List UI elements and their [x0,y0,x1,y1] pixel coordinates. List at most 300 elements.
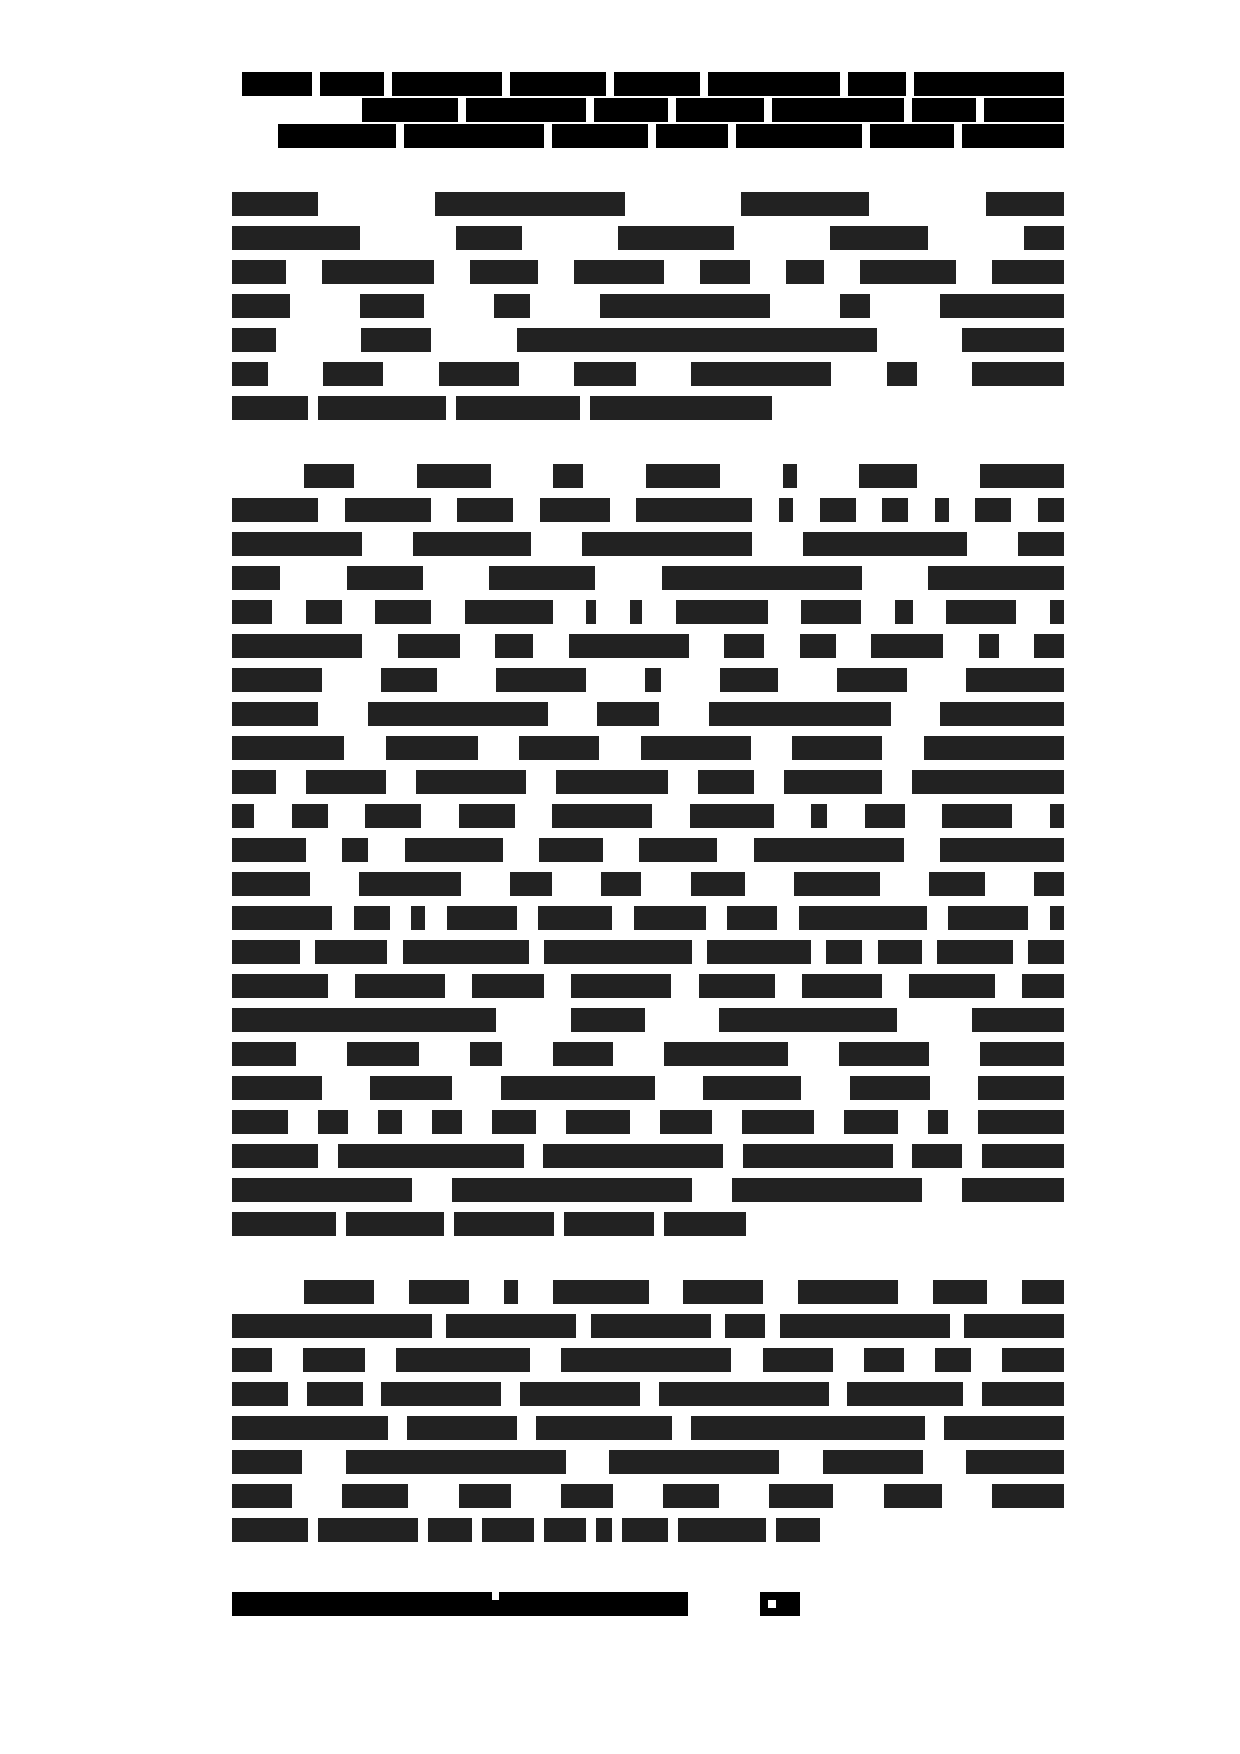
text-line [232,1042,1064,1076]
redacted-word [459,804,515,828]
redacted-word [232,1178,412,1202]
redacted-word [571,1008,645,1032]
redacted-word [622,1518,668,1542]
redacted-word [470,260,538,284]
redacted-word [820,498,856,522]
redacted-word [510,872,552,896]
text-line [232,1008,1064,1042]
text-line [232,532,1064,566]
redacted-word [392,72,502,96]
redacted-word [466,98,586,122]
redacted-word [496,668,586,692]
redacted-word [232,770,276,794]
redacted-word [779,498,793,522]
redacted-word [1034,872,1064,896]
redacted-word [569,634,689,658]
header-line [232,72,1064,98]
redacted-word [409,1280,469,1304]
redacted-word [727,906,777,930]
text-line [232,1348,1064,1382]
redacted-word [574,260,664,284]
text-line [232,192,1064,226]
redacted-word [940,702,1064,726]
redacted-word [962,1178,1064,1202]
text-line [232,1416,1064,1450]
text-line [232,872,1064,906]
redacted-word [470,1042,502,1066]
redacted-word [982,1144,1064,1168]
redacted-word [630,600,642,624]
redacted-word [306,600,342,624]
redacted-word [597,702,659,726]
redacted-word [495,634,533,658]
redacted-word [871,634,943,658]
redacted-word [803,532,967,556]
redacted-word [360,294,424,318]
redacted-word [840,294,870,318]
redacted-word [1022,974,1064,998]
redacted-word [940,838,1064,862]
redacted-word [320,72,384,96]
redacted-word [519,736,599,760]
redacted-word [940,294,1064,318]
redacted-word [446,1314,576,1338]
redacted-word [844,1110,898,1134]
redacted-word [318,396,446,420]
redacted-word [975,498,1011,522]
redacted-word [318,1110,348,1134]
redacted-word [564,1212,654,1236]
redacted-word [361,328,431,352]
redacted-word [780,1314,950,1338]
redacted-word [292,804,328,828]
redacted-word [355,974,445,998]
redacted-word [520,1382,640,1406]
redacted-word [345,498,431,522]
page-number [760,1592,800,1616]
redacted-word [381,1382,501,1406]
redacted-word [315,940,387,964]
redacted-word [830,226,928,250]
redacted-word [447,906,517,930]
text-line [232,668,1064,702]
text-line [232,1314,1064,1348]
redacted-word [699,974,775,998]
redacted-word [456,396,580,420]
running-header [232,72,1064,150]
redacted-word [928,1110,948,1134]
redacted-word [850,1076,930,1100]
redacted-word [590,396,772,420]
redacted-word [465,600,553,624]
redacted-word [935,498,949,522]
redacted-word [786,260,824,284]
redacted-word [741,192,869,216]
redacted-word [544,1518,586,1542]
redacted-word [232,906,332,930]
redacted-word [743,1144,893,1168]
text-line [232,1484,1064,1518]
text-line [232,906,1064,940]
redacted-word [232,1144,318,1168]
redacted-word [1028,940,1064,964]
redacted-word [232,804,254,828]
redacted-word [322,260,434,284]
redacted-word [742,1110,814,1134]
redacted-word [232,1416,388,1440]
text-line [232,804,1064,838]
redacted-word [318,1518,418,1542]
redacted-word [456,226,522,250]
redacted-word [754,838,904,862]
redacted-word [1002,1348,1064,1372]
redacted-word [539,838,603,862]
redacted-word [614,72,700,96]
redacted-word [232,1518,308,1542]
redacted-word [370,1076,452,1100]
header-line [232,98,1064,124]
redacted-word [719,1008,897,1032]
redacted-word [306,770,386,794]
redacted-word [386,736,478,760]
redacted-word [501,1076,655,1100]
redacted-word [417,464,491,488]
redacted-word [865,804,905,828]
redacted-word [540,498,610,522]
paragraph [232,464,1064,1246]
redacted-word [659,1382,829,1406]
text-line [232,634,1064,668]
redacted-word [232,498,318,522]
redacted-word [413,532,531,556]
redacted-word [948,906,1028,930]
redacted-word [784,770,882,794]
redacted-word [574,362,636,386]
redacted-word [980,464,1064,488]
page-number-glyph [768,1600,776,1608]
redacted-word [232,532,362,556]
redacted-word [1022,1280,1064,1304]
redacted-word [1024,226,1064,250]
redacted-word [769,1484,833,1508]
redacted-word [1018,532,1064,556]
redacted-word [454,1212,554,1236]
redacted-word [736,124,862,148]
redacted-word [870,124,954,148]
redacted-word [763,1348,833,1372]
redacted-word [232,940,300,964]
redacted-word [582,532,752,556]
redacted-word [662,566,862,590]
redacted-word [933,1280,987,1304]
text-line [232,702,1064,736]
redacted-word [586,600,596,624]
redacted-word [347,566,423,590]
redacted-word [972,1008,1064,1032]
redacted-word [398,634,460,658]
redacted-word [338,1144,524,1168]
redacted-word [811,804,827,828]
redacted-word [553,1280,649,1304]
redacted-word [544,940,692,964]
redacted-word [690,804,774,828]
redacted-word [776,1518,820,1542]
redacted-word [878,940,922,964]
redacted-word [232,294,290,318]
redacted-word [847,1382,963,1406]
redacted-word [912,98,976,122]
redacted-word [278,124,396,148]
text-line [232,498,1064,532]
redacted-word [232,1008,496,1032]
redacted-word [482,1518,534,1542]
redacted-word [556,770,668,794]
redacted-word [882,498,908,522]
redacted-word [691,362,831,386]
redacted-word [232,634,362,658]
text-line [232,1144,1064,1178]
redacted-word [884,1484,942,1508]
redacted-word [601,872,641,896]
redacted-word [962,124,1064,148]
text-line [232,396,1064,430]
redacted-word [232,1450,302,1474]
redacted-word [346,1450,566,1474]
text-line [232,736,1064,770]
redacted-word [794,872,880,896]
redacted-word [839,1042,929,1066]
text-line [232,770,1064,804]
redacted-word [636,498,752,522]
redacted-word [342,1484,408,1508]
text-line [232,1076,1064,1110]
redacted-word [232,260,286,284]
redacted-word [962,328,1064,352]
text-line [232,1518,1064,1552]
redacted-word [859,464,917,488]
redacted-word [837,668,907,692]
redacted-word [411,906,425,930]
redacted-word [691,872,745,896]
redacted-word [232,974,328,998]
redacted-word [232,1110,288,1134]
redacted-word [359,872,461,896]
redacted-word [232,362,268,386]
text-line [232,566,1064,600]
redacted-word [618,226,734,250]
redacted-word [792,736,882,760]
redacted-word [944,1416,1064,1440]
redacted-word [347,1042,419,1066]
redacted-word [1034,634,1064,658]
redacted-word [232,838,306,862]
text-line [232,838,1064,872]
redacted-word [494,294,530,318]
redacted-word [405,838,503,862]
redacted-word [645,668,661,692]
text-line [232,328,1064,362]
redacted-word [664,1042,788,1066]
redacted-word [1050,600,1064,624]
redacted-word [538,906,612,930]
redacted-word [1050,906,1064,930]
redacted-word [935,1348,971,1372]
redacted-word [800,634,836,658]
redacted-word [864,1348,904,1372]
redacted-word [683,1280,763,1304]
redacted-word [646,464,720,488]
redacted-word [708,72,840,96]
redacted-word [304,464,354,488]
text-line [232,1280,1064,1314]
redacted-word [504,1280,518,1304]
body-text [232,192,1064,1586]
redacted-word [914,72,1064,96]
redacted-word [700,260,750,284]
text-line [232,226,1064,260]
redacted-word [543,1144,723,1168]
redacted-word [966,668,1064,692]
redacted-word [459,1484,511,1508]
text-line [232,294,1064,328]
redacted-word [232,872,310,896]
redacted-word [403,940,529,964]
redacted-word [799,906,927,930]
redacted-word [912,1144,962,1168]
redacted-word [242,72,312,96]
redacted-word [452,1178,692,1202]
redacted-word [232,1076,322,1100]
redacted-word [979,634,999,658]
redacted-word [304,1280,374,1304]
text-line [232,1382,1064,1416]
redacted-word [656,124,728,148]
redacted-word [663,1484,719,1508]
redacted-word [707,940,811,964]
redacted-word [342,838,368,862]
text-line [232,464,1064,498]
redacted-word [561,1348,731,1372]
redacted-word [303,1348,365,1372]
redacted-word [510,72,606,96]
redacted-word [354,906,390,930]
redacted-word [232,668,322,692]
redacted-word [232,1314,432,1338]
redacted-word [407,1416,517,1440]
redacted-word [375,600,431,624]
text-line [232,260,1064,294]
text-line [232,974,1064,1008]
redacted-word [596,1518,612,1542]
redacted-word [720,668,778,692]
redacted-word [724,634,764,658]
redacted-word [964,1314,1064,1338]
redacted-word [435,192,625,216]
redacted-word [641,736,751,760]
redacted-word [457,498,513,522]
redacted-word [472,974,544,998]
redacted-word [232,600,272,624]
redacted-word [929,872,985,896]
redacted-word [946,600,1016,624]
redacted-word [732,1178,922,1202]
redacted-word [725,1314,765,1338]
redacted-word [798,1280,898,1304]
redacted-word [1050,804,1064,828]
redacted-word [609,1450,779,1474]
redacted-word [600,294,770,318]
redacted-word [895,600,913,624]
redacted-word [346,1212,444,1236]
text-line [232,1110,1064,1144]
redacted-word [378,1110,402,1134]
redacted-word [1038,498,1064,522]
redacted-word [232,226,360,250]
redacted-word [553,464,583,488]
redacted-word [365,804,421,828]
redacted-word [232,396,308,420]
redacted-word [307,1382,363,1406]
redacted-word [553,1042,613,1066]
redacted-word [709,702,891,726]
text-line [232,600,1064,634]
redacted-word [561,1484,613,1508]
redacted-word [232,1042,296,1066]
redacted-word [848,72,906,96]
redacted-word [594,98,668,122]
redacted-word [517,328,877,352]
redacted-word [698,770,754,794]
redacted-word [966,1450,1064,1474]
redacted-word [232,1212,336,1236]
redacted-word [232,1484,292,1508]
redacted-word [887,362,917,386]
redacted-word [978,1076,1064,1100]
paragraph [232,1280,1064,1552]
redacted-word [826,940,862,964]
redacted-word [536,1416,672,1440]
redacted-word [984,98,1064,122]
redacted-word [942,804,1012,828]
redacted-word [992,260,1064,284]
redacted-word [232,736,344,760]
redacted-word [591,1314,711,1338]
footer-notch [492,1592,499,1600]
redacted-word [381,668,437,692]
running-footer-text [232,1592,233,1593]
paragraph [232,192,1064,430]
redacted-word [909,974,995,998]
redacted-word [678,1518,766,1542]
redacted-word [428,1518,472,1542]
redacted-word [972,362,1064,386]
redacted-word [676,600,768,624]
running-footer [232,1592,688,1616]
page-number-text [760,1592,761,1593]
redacted-word [823,1450,923,1474]
redacted-word [232,566,280,590]
redacted-word [492,1110,536,1134]
redacted-word [783,464,797,488]
redacted-word [232,702,318,726]
text-line [232,940,1064,974]
redacted-word [396,1348,530,1372]
text-line [232,1178,1064,1212]
redacted-word [664,1212,746,1236]
redacted-word [439,362,519,386]
redacted-word [232,328,276,352]
redacted-word [703,1076,801,1100]
